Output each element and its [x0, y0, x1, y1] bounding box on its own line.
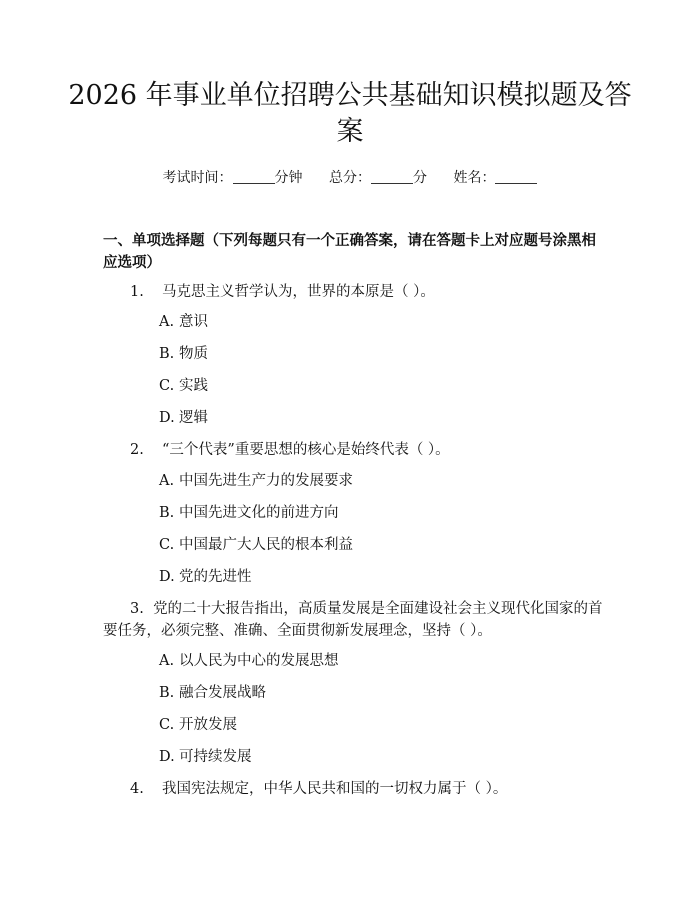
question-number: 3. [130, 601, 144, 617]
option-3b [159, 683, 599, 703]
exam-time-label: 考试时间： [162, 170, 233, 186]
total-score-label: 总分： [329, 170, 371, 186]
option-text: 可持续发展 [179, 749, 252, 765]
option-letter: D. [159, 569, 175, 585]
question-number: 2. [130, 442, 144, 458]
option-text: 实践 [179, 378, 208, 394]
exam-info-line [0, 168, 700, 188]
question-1 [103, 281, 603, 303]
option-text: 中国先进生产力的发展要求 [179, 473, 353, 489]
question-number: 4. [130, 781, 144, 797]
option-text: 逻辑 [179, 410, 208, 426]
name-blank [495, 169, 537, 184]
question-3 [103, 598, 603, 642]
question-text: 我国宪法规定，中华人民共和国的一切权力属于（ ）。 [162, 781, 508, 797]
option-1c [159, 376, 599, 396]
option-letter: A. [159, 653, 175, 669]
total-score-field [329, 168, 427, 188]
option-letter: D. [159, 410, 175, 426]
document-title: 2026 年事业单位招聘公共基础知识模拟题及答案 [68, 80, 632, 147]
section-heading: 一、单项选择题（下列每题只有一个正确答案，请在答题卡上对应题号涂黑相应选项） [103, 232, 596, 271]
exam-time-blank [233, 169, 275, 184]
question-text: 马克思主义哲学认为，世界的本原是（ ）。 [162, 284, 435, 300]
option-text: 以人民为中心的发展思想 [179, 653, 339, 669]
option-letter: B. [159, 685, 175, 701]
option-letter: B. [159, 346, 175, 362]
option-text: 物质 [179, 346, 208, 362]
option-1a [159, 312, 599, 332]
option-2a [159, 471, 599, 491]
option-1d [159, 408, 599, 428]
exam-time-unit: 分钟 [274, 170, 303, 186]
option-letter: C. [159, 717, 175, 733]
option-letter: C. [159, 537, 175, 553]
option-text: 党的先进性 [179, 569, 252, 585]
option-text: 意识 [179, 314, 208, 330]
option-letter: D. [159, 749, 175, 765]
total-score-blank [371, 169, 413, 184]
exam-time-field [163, 168, 303, 188]
question-2 [103, 439, 603, 461]
option-letter: A. [159, 314, 175, 330]
option-letter: A. [159, 473, 175, 489]
question-text: 党的二十大报告指出，高质量发展是全面建设社会主义现代化国家的首要任务，必须完整、准确、全面贯彻新发展理念，坚持（ ）。 [103, 601, 603, 639]
option-3c [159, 715, 599, 735]
question-number: 1. [130, 284, 144, 300]
question-text: “三个代表”重要思想的核心是始终代表（ ）。 [162, 442, 450, 458]
option-letter: B. [159, 505, 175, 521]
name-label: 姓名： [453, 170, 496, 186]
option-2d [159, 567, 599, 587]
option-letter: C. [159, 378, 175, 394]
option-text: 中国先进文化的前进方向 [179, 505, 339, 521]
name-field [453, 168, 537, 188]
option-2c [159, 535, 599, 555]
option-3d [159, 747, 599, 767]
option-2b [159, 503, 599, 523]
question-4 [103, 778, 603, 800]
option-text: 中国最广大人民的根本利益 [179, 537, 353, 553]
option-3a [159, 651, 599, 671]
option-1b [159, 344, 599, 364]
option-text: 融合发展战略 [179, 685, 266, 701]
total-score-unit: 分 [413, 170, 427, 186]
option-text: 开放发展 [179, 717, 237, 733]
